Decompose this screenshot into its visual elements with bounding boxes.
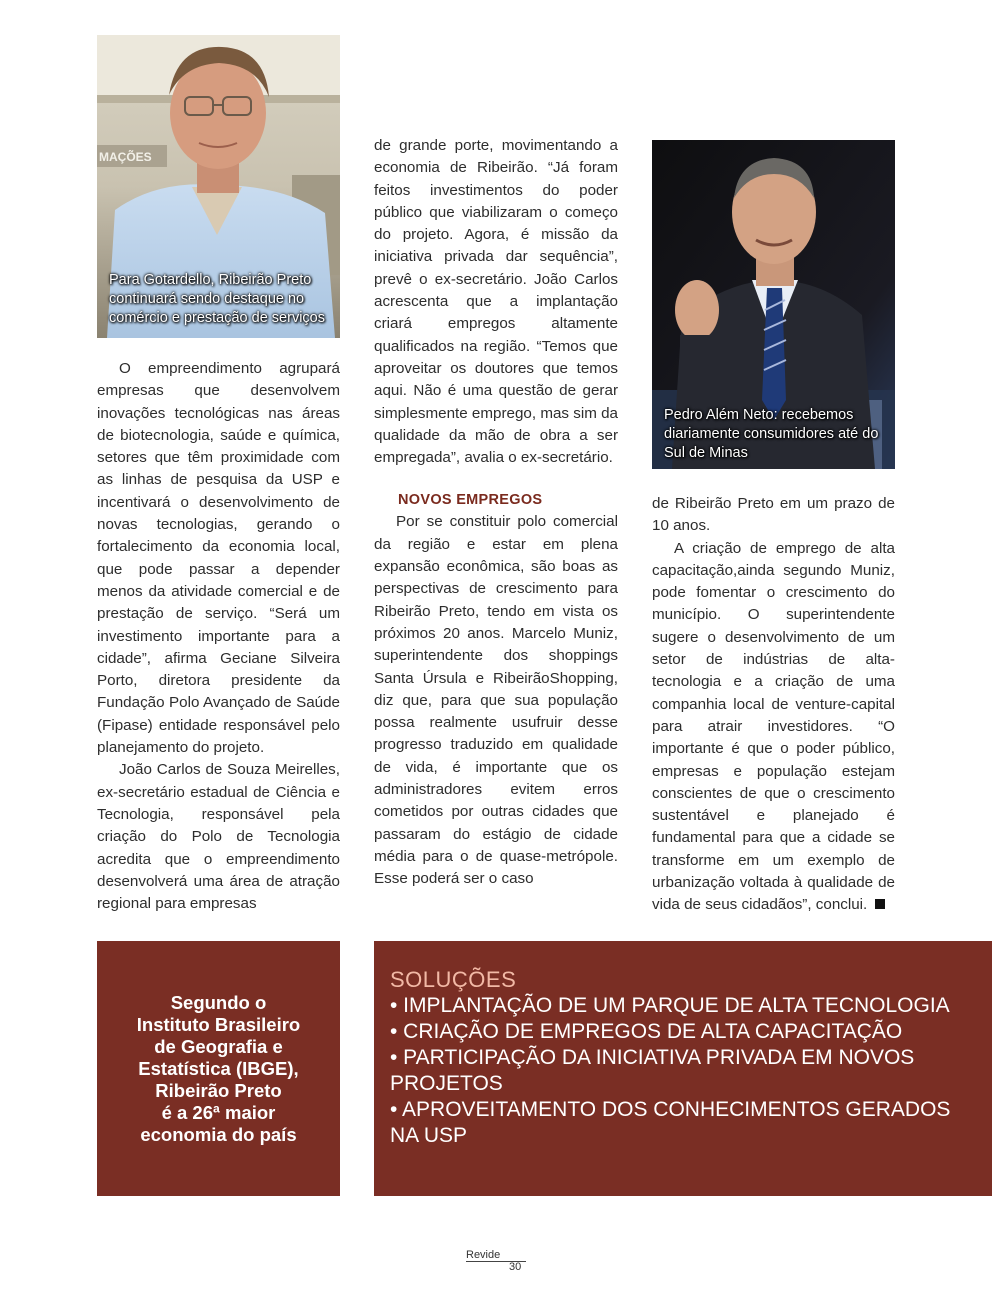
ibge-fact-line-4: Estatística (IBGE), — [138, 1057, 299, 1079]
solucoes-item: • APROVEITAMENTO DOS CONHECIMENTOS GERADOS NA USP — [390, 1098, 951, 1147]
column-1-paragraph-1: O empreendimento agrupará empresas que desenvolvem inovações tecnológicas nas áreas de biotecnologia, saúde e química, setores que têm proximidade com as linhas de pesquisa da USP e incentivará o desenvolvimento de novas tecnologias, gerando o fortalecimento da economia local, que pode passar a depender menos da atividade comercial e de prestação de serviço. “Será um investimento importante para a cidade”, afirma Geciane Silveira Porto, diretora presidente da Fundação Polo Avançado de Saúde (Fipase) entidade responsável pelo planejamento do projeto. — [97, 360, 340, 757]
photo-pedro-caption: Pedro Além Neto: recebemos diariamente consumidores até do Sul de Minas — [664, 407, 879, 461]
ibge-fact-line-2: Instituto Brasileiro — [136, 1013, 301, 1035]
photo-gotardello — [97, 35, 340, 338]
article-column-3 — [652, 493, 895, 917]
column-2-paragraph-2: Por se constituir polo comercial da região e estar em plena expansão econômica, são boas as perspectivas de crescimento para Ribeirão Preto, tendo em vista os próximos 20 anos. Marcelo Muniz, superintendente dos shoppings Santa Úrsula e RibeirãoShopping, diz que, para que sua população possa realmente usufruir desse progresso traduzido em qualidade de vida, é importante que os administradores evitem erros cometidos por outras cidades que passaram do estágio de cidade média para o de quase-metrópole. Esse poderá ser o caso — [374, 513, 618, 888]
solucoes-item: • IMPLANTAÇÃO DE UM PARQUE DE ALTA TECNOLOGIA — [390, 994, 950, 1017]
solucoes-item: • CRIAÇÃO DE EMPREGOS DE ALTA CAPACITAÇÃO — [390, 1020, 903, 1043]
photo-pedro-alem-neto — [652, 140, 895, 469]
ibge-fact-line-3: de Geografia e — [154, 1035, 283, 1057]
column-2-paragraph-1: de grande porte, movimentando a economia de Ribeirão. “Já foram feitos investimentos do poder público que viabilizaram o começo do projeto. Agora, é missão da iniciativa privada dar sequência”, prevê o ex-secretário. João Carlos acrescenta que a implantação criará empregos altamente qualificados na região. “Temos que aproveitar os doutores que temos aqui. Não é uma questão de gerar simplesmente emprego, mas sim da qualidade da mão de obra a ser empregada”, avalia o ex-secretário. — [374, 137, 618, 467]
ibge-fact-line-7: economia do país — [140, 1123, 297, 1145]
article-column-1 — [97, 358, 340, 915]
ibge-fact-line-1: Segundo o — [170, 991, 267, 1013]
article-column-2 — [374, 135, 618, 891]
column-3-paragraph-2-text: A criação de emprego de alta capacitação,ainda segundo Muniz, pode fomentar o crescimento do município. O superintendente sugere o desenvolvimento de um setor de indústrias de alta-tecnologia e a criação de uma companhia local de venture-capital para atrair investidores. “O importante é que o poder público, empresas e população estejam conscientes de que o crescimento sustentável e planejado é fundamental para que a cidade se transforme em um exemplo de urbanização voltada à qualidade de vida de seus cidadãos”, conclui. — [652, 539, 895, 914]
solucoes-list — [390, 993, 960, 1149]
ibge-fact-line-5: Ribeirão Preto — [155, 1079, 282, 1101]
solucoes-title: SOLUÇÕES — [390, 967, 517, 992]
column-1-paragraph-2: João Carlos de Souza Meirelles, ex-secretário estadual de Ciência e Tecnologia, responsável pela criação do Polo de Tecnologia acredita que o empreendimento desenvolverá uma área de atração regional para empresas — [97, 761, 340, 913]
solucoes-box — [374, 941, 992, 1196]
ibge-fact-box — [97, 941, 340, 1196]
ibge-fact-text — [137, 992, 300, 1146]
end-of-article-mark — [875, 899, 885, 909]
page-number: 30 — [509, 1261, 522, 1273]
ibge-fact-line-6: é a 26ª maior — [161, 1101, 276, 1123]
footer-brand: Revide — [466, 1249, 526, 1262]
column-3-paragraph-1: de Ribeirão Preto em um prazo de 10 anos. — [652, 495, 895, 535]
section-heading-novos-empregos: NOVOS EMPREGOS — [398, 492, 543, 509]
photo-gotardello-caption: Para Gotardello, Ribeirão Preto continuará sendo destaque no comércio e prestação de serviços — [109, 272, 325, 326]
column-3-paragraph-2 — [652, 538, 895, 917]
sign-text: MAÇÕES — [99, 150, 152, 164]
solucoes-item: • PARTICIPAÇÃO DA INICIATIVA PRIVADA EM NOVOS PROJETOS — [390, 1046, 915, 1095]
